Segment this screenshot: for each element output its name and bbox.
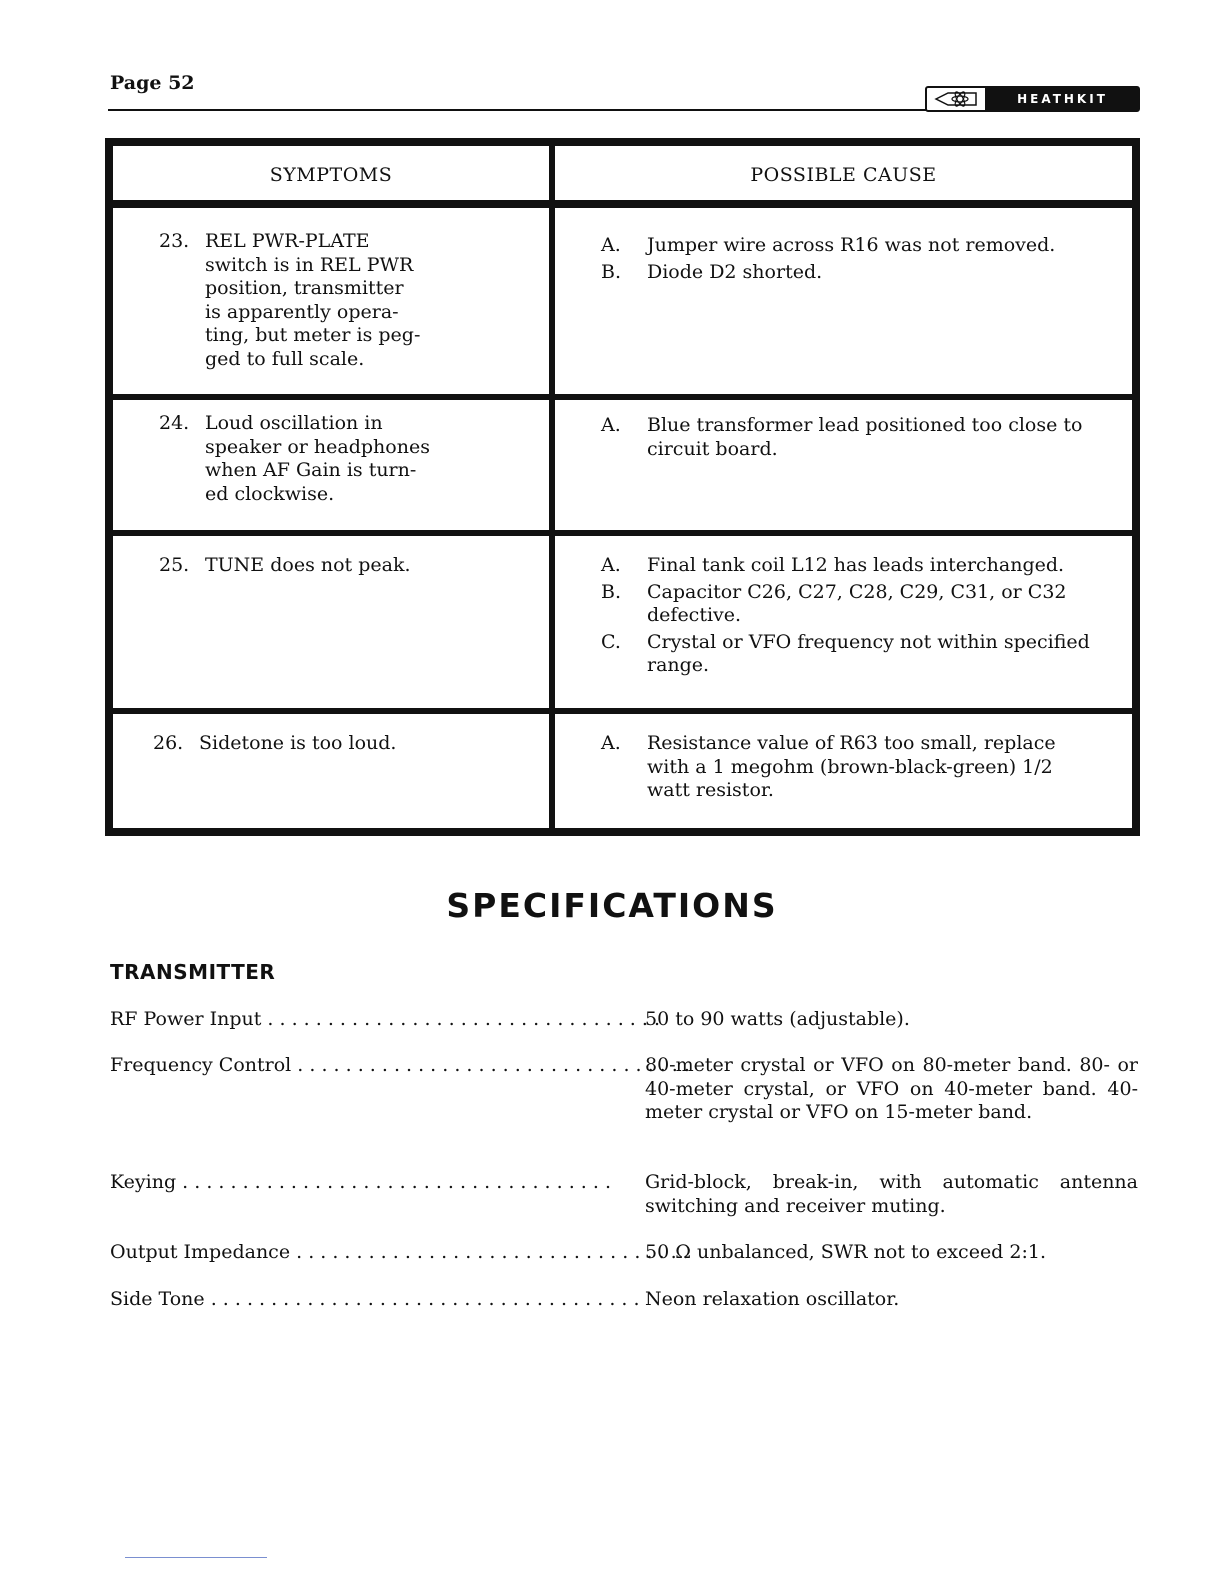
cause-letter: A. xyxy=(601,414,621,436)
spec-value: 50 Ω unbalanced, SWR not to exceed 2:1. xyxy=(645,1241,1047,1263)
table-row-symptom xyxy=(159,230,539,371)
cause-letter: A. xyxy=(601,732,621,754)
spec-value: 80-meter crystal or VFO on 80-meter band. 80- or 40-meter crystal, or VFO on 40-meter band. 40-meter crystal or VFO on 15-meter band. xyxy=(645,1054,1138,1123)
spec-label: Frequency Control . . . . . . . . . . . . . . . . . . . . . . . . . . . . . . . . . xyxy=(110,1054,690,1076)
symptom-number: 25. xyxy=(159,554,190,576)
spec-value: Grid-block, break-in, with automatic antenna switching and receiver muting. xyxy=(645,1171,1138,1217)
spec-label: Keying . . . . . . . . . . . . . . . . . . . . . . . . . . . . . . . . . . . . xyxy=(110,1171,611,1193)
heathkit-logo xyxy=(925,86,1140,112)
spec-label: RF Power Input . . . . . . . . . . . . . . . . . . . . . . . . . . . . . . . . . xyxy=(110,1008,661,1030)
table-row-causes xyxy=(601,414,1097,464)
cause-text: Blue transformer lead positioned too close to circuit board. xyxy=(647,414,1083,460)
spec-label: Side Tone . . . . . . . . . . . . . . . . . . . . . . . . . . . . . . . . . . . . xyxy=(110,1288,640,1310)
spec-label: Output Impedance . . . . . . . . . . . . . . . . . . . . . . . . . . . . . . . . . xyxy=(110,1241,689,1263)
cause-text: Resistance value of R63 too small, replace with a 1 megohm (brown-black-green) 1/2 watt resistor. xyxy=(647,732,1056,801)
cause-letter: B. xyxy=(601,580,622,603)
section-title-transmitter: TRANSMITTER xyxy=(110,960,276,984)
symptom-text: REL PWR-PLATE switch is in REL PWR position, transmitter is apparently opera- ting, but meter is peg- ged to full scale. xyxy=(205,230,421,370)
table-row-symptom xyxy=(153,732,539,756)
symptom-number: 26. xyxy=(153,732,184,754)
symptom-text: TUNE does not peak. xyxy=(205,554,411,576)
cause-text: Jumper wire across R16 was not removed. xyxy=(647,234,1056,256)
cause-letter: A. xyxy=(601,234,621,256)
cause-item xyxy=(601,581,1097,628)
cause-item xyxy=(601,261,1097,285)
cause-text: Final tank coil L12 has leads interchanged. xyxy=(647,554,1065,576)
spec-value: Neon relaxation oscillator. xyxy=(645,1288,900,1310)
symptom-text: Sidetone is too loud. xyxy=(199,732,397,754)
column-header-symptoms: SYMPTOMS xyxy=(269,164,393,186)
cause-letter: A. xyxy=(601,554,621,576)
page-number: Page 52 xyxy=(110,72,195,94)
symptom-number: 23. xyxy=(159,230,190,252)
cause-letter: B. xyxy=(601,260,622,283)
table-row-symptom xyxy=(159,412,539,506)
row-divider xyxy=(113,708,1132,714)
cause-item xyxy=(601,631,1097,678)
column-header-possible-cause: POSSIBLE CAUSE xyxy=(750,164,937,186)
row-divider xyxy=(113,394,1132,400)
brand-name: HEATHKIT xyxy=(987,88,1138,110)
table-row-causes xyxy=(601,732,1097,806)
cause-item xyxy=(601,554,1097,578)
symptom-text: Loud oscillation in speaker or headphones when AF Gain is turn- ed clockwise. xyxy=(205,412,430,505)
table-row-symptom xyxy=(159,554,539,578)
header-rule xyxy=(108,109,928,111)
cause-text: Capacitor C26, C27, C28, C29, C31, or C32 defective. xyxy=(647,580,1067,626)
spec-value: 50 to 90 watts (adjustable). xyxy=(645,1008,910,1030)
troubleshooting-table xyxy=(105,138,1140,836)
cause-letter: C. xyxy=(601,630,621,653)
specifications-title: SPECIFICATIONS xyxy=(446,886,778,925)
symptom-number: 24. xyxy=(159,412,190,434)
table-row-causes xyxy=(601,234,1097,287)
atom-icon xyxy=(927,88,987,110)
cause-item xyxy=(601,732,1097,803)
cause-text: Crystal or VFO frequency not within specified range. xyxy=(647,630,1090,676)
cause-text: Diode D2 shorted. xyxy=(647,260,823,283)
cause-item xyxy=(601,234,1097,258)
table-row-causes xyxy=(601,554,1097,681)
row-divider xyxy=(113,530,1132,536)
cause-item xyxy=(601,414,1097,461)
column-divider xyxy=(549,146,555,828)
footer-rule xyxy=(125,1557,267,1558)
